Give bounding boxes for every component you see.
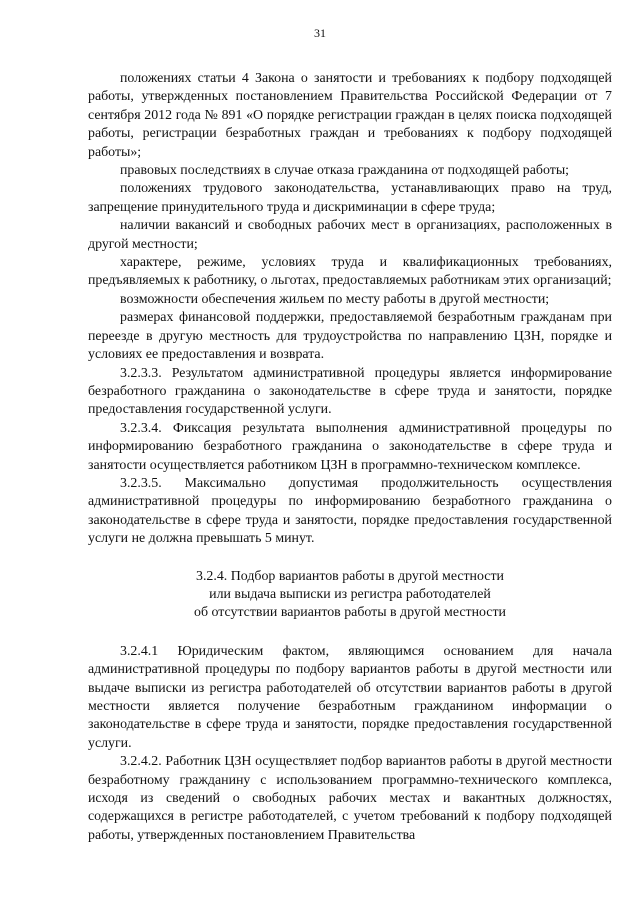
paragraph: правовых последствиях в случае отказа гражданина от подходящей работы; (120, 163, 570, 179)
paragraph: наличии вакансий и свободных рабочих мест в организациях, расположенных в другой местности; (88, 218, 612, 252)
section-heading (88, 568, 612, 623)
paragraph: характере, режиме, условиях труда и квалификационных требованиях, предъявляемых к работнику, о льготах, предоставляемых работникам этих организаций; (88, 255, 612, 289)
paragraph: 3.2.4.1 Юридическим фактом, являющимся основанием для начала административной процедуры по подбору вариантов работы в другой местности или выдаче выписки из регистра работодателей об отсутствии вариантов работы в другой местности является получение безработным гражданином информации о законодательстве в сфере труда и занятости, порядке предоставления государственной услуги. (88, 643, 612, 751)
paragraph: размерах финансовой поддержки, предоставляемой безработным гражданам при переезде в другую местность для трудоустройства по направлению ЦЗН, порядке и условиях ее предоставления и возврата. (88, 310, 612, 363)
page-number: 31 (314, 26, 326, 40)
paragraph: 3.2.3.3. Результатом административной процедуры является информирование безработного гражданина о законодательстве в сфере труда и занятости, порядке предоставления государственной услуги. (88, 365, 612, 418)
paragraph: 3.2.3.5. Максимально допустимая продолжительность осуществления административной процедуры по информированию безработного гражданина о законодательстве в сфере труда и занятости, порядке предоставления государственной услуги не должна превышать 5 минут. (88, 475, 612, 547)
paragraph: положениях трудового законодательства, устанавливающих право на труд, запрещение принудительного труда и дискриминации в сфере труда; (88, 181, 612, 215)
section-heading-line: или выдача выписки из регистра работодателей (209, 586, 491, 602)
paragraph: 3.2.3.4. Фиксация результата выполнения административной процедуры по информированию безработного гражданина о законодательстве в сфере труда и занятости осуществляется работником ЦЗН в программно-техническом комплексе. (88, 420, 612, 473)
paragraph: возможности обеспечения жильем по месту работы в другой местности; (120, 291, 550, 307)
section-heading-line: 3.2.4. Подбор вариантов работы в другой местности (196, 568, 504, 584)
paragraph: положениях статьи 4 Закона о занятости и требованиях к подбору подходящей работы, утвержденных постановлением Правительства Российской Федерации от 7 сентября 2012 года № 891 «О порядке регистрации граждан в целях поиска подходящей работы, регистрации безработных граждан и требованиях к подбору подходящей работы»; (88, 71, 612, 160)
document-body (88, 70, 612, 845)
paragraph: 3.2.4.2. Работник ЦЗН осуществляет подбор вариантов работы в другой местности безработному гражданину с использованием программно-технического комплекса, исходя из сведений о свободных рабочих местах и вакантных должностях, содержащихся в регистре работодателей, с учетом требований к подбору подходящей работы, утвержденных постановлением Правительства (88, 754, 612, 843)
section-heading-line: об отсутствии вариантов работы в другой местности (194, 605, 506, 621)
